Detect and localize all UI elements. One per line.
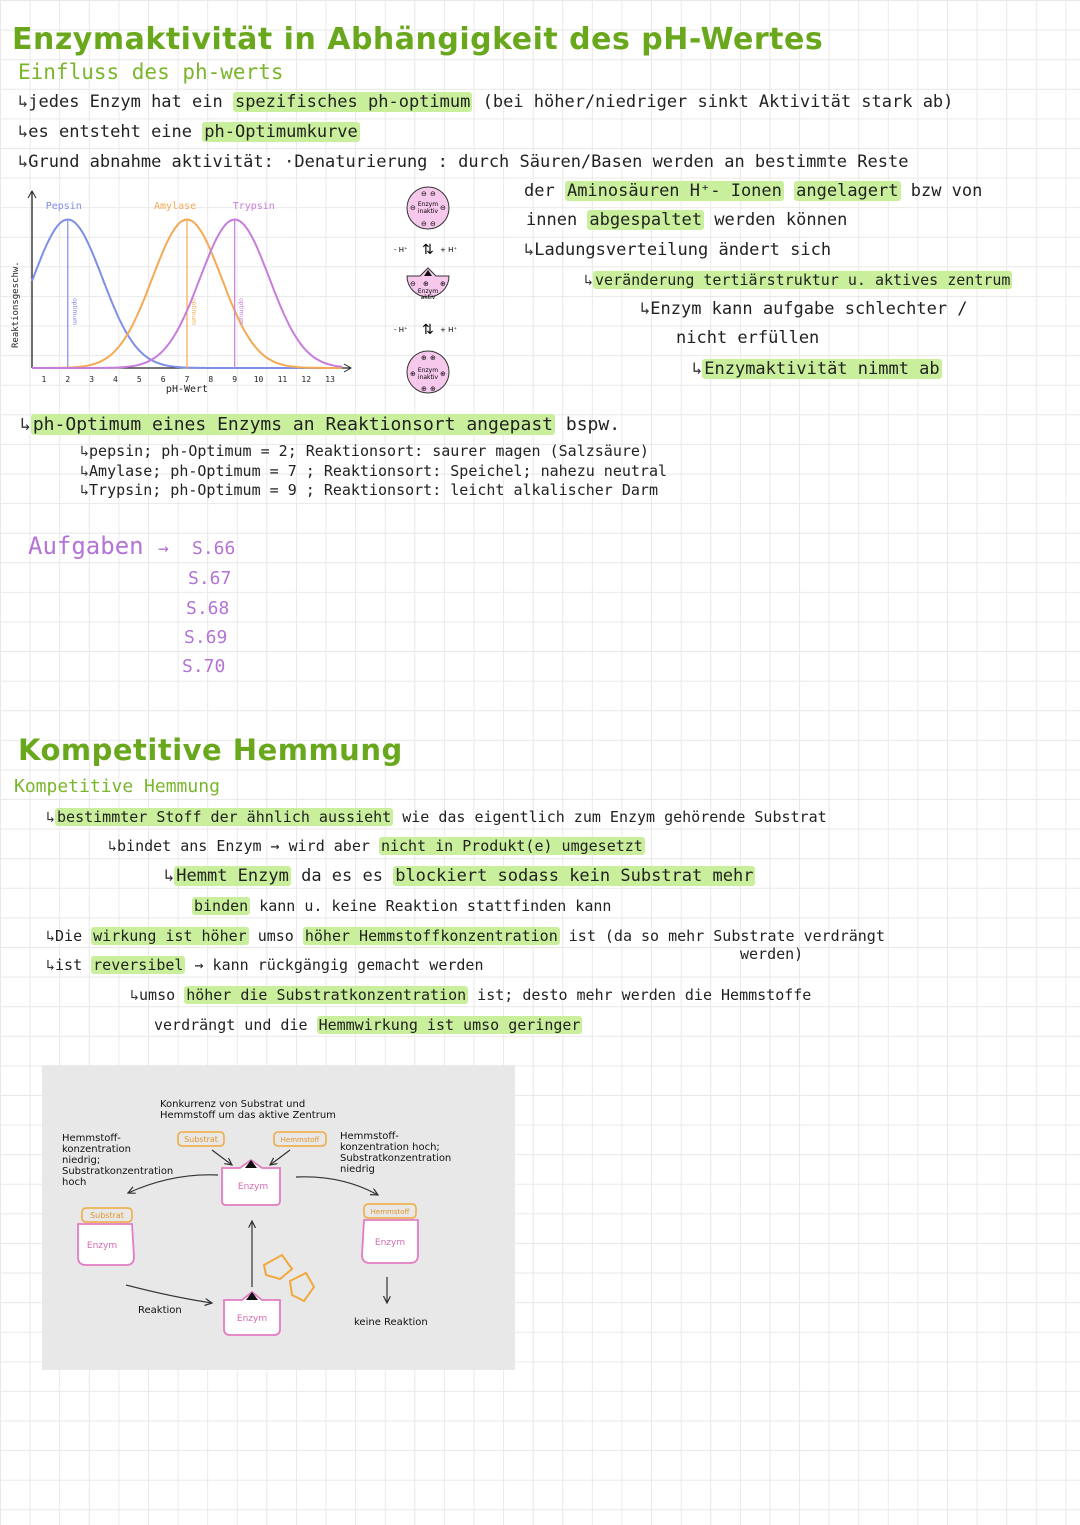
x-tick-label: 2 xyxy=(65,375,71,384)
svg-text:inaktiv: inaktiv xyxy=(417,208,439,215)
svg-text:Enzym: Enzym xyxy=(236,1314,268,1324)
text-line-8: ↳Enzym kann aufgabe schlechter / xyxy=(640,299,968,319)
example-trypsin: ↳Trypsin; ph-Optimum = 9 ; Reaktionsort: leicht alkalischer Darm xyxy=(80,481,658,499)
x-tick-label: 12 xyxy=(301,375,312,384)
s2-line-6: ↳ist reversibel → kann rückgängig gemacht werden xyxy=(46,956,484,974)
inhibition-drawing xyxy=(42,1065,515,1370)
example-amylase: ↳Amylase; ph-Optimum = 7 ; Reaktionsort: Speichel; nahezu neutral xyxy=(80,462,667,480)
optimum-label: optimum xyxy=(190,298,197,325)
x-axis-label: pH-Wert xyxy=(165,384,209,395)
svg-text:Substrat: Substrat xyxy=(90,1211,124,1220)
svg-text:⊖: ⊖ xyxy=(430,220,436,228)
svg-text:+ H⁺: + H⁺ xyxy=(440,246,458,254)
inhibition-diagram xyxy=(42,1065,515,1370)
x-tick-label: 3 xyxy=(89,375,95,384)
text-line-3: ↳Grund abnahme aktivität: ·Denaturierung : durch Säuren/Basen werden an bestimmte Reste xyxy=(18,152,909,172)
enzyme-inactive-bottom xyxy=(407,351,449,393)
svg-text:⊖: ⊖ xyxy=(410,280,416,288)
text-line-6: ↳Ladungsverteilung ändert sich xyxy=(524,240,832,260)
svg-text:⊕: ⊕ xyxy=(430,354,436,362)
example-pepsin: ↳pepsin; ph-Optimum = 2; Reaktionsort: saurer magen (Salzsäure) xyxy=(80,442,649,460)
svg-text:Enzym: Enzym xyxy=(374,1238,406,1248)
svg-text:Enzym: Enzym xyxy=(417,201,439,208)
text-line-4: der Aminosäuren H⁺- Ionen angelagert bzw von xyxy=(524,181,983,201)
optimum-heading: ↳ ph-Optimum eines Enzyms an Reaktionsort angepast bspw. xyxy=(20,414,621,435)
svg-text:⇅: ⇅ xyxy=(422,242,434,258)
x-tick-label: 7 xyxy=(184,375,190,384)
svg-text:⊕: ⊕ xyxy=(421,354,427,362)
svg-text:inaktiv: inaktiv xyxy=(417,374,439,381)
task-item: S.70 xyxy=(182,656,226,677)
s2-line-1: ↳ bestimmter Stoff der ähnlich aussieht wie das eigentlich zum Enzym gehörende Substrat xyxy=(46,808,827,826)
s2-line-5b: werden) xyxy=(740,945,804,963)
task-item: S.67 xyxy=(188,568,232,589)
section1-subtitle: Einfluss des ph-werts xyxy=(18,60,284,84)
highlight: spezifisches ph-optimum xyxy=(234,92,471,112)
task-item: S.66 xyxy=(192,538,236,559)
svg-text:Enzym: Enzym xyxy=(86,1241,118,1251)
series-label-pepsin: Pepsin xyxy=(45,201,82,212)
no-reaction-label: keine Reaktion xyxy=(354,1317,428,1328)
svg-text:⊖: ⊖ xyxy=(410,204,416,212)
optimum-label: optimum xyxy=(237,298,245,325)
svg-text:Hemmstoff: Hemmstoff xyxy=(370,1208,410,1216)
y-axis-label: Reaktionsgeschw. xyxy=(11,261,21,348)
s2-line-7: ↳umso höher die Substratkonzentration ist; desto mehr werden die Hemmstoffe xyxy=(130,986,812,1004)
text-line-9: nicht erfüllen xyxy=(676,328,820,348)
reaction-label: Reaktion xyxy=(138,1305,182,1316)
svg-text:- H⁺: - H⁺ xyxy=(394,326,408,334)
series-label-trypsin: Trypsin xyxy=(232,201,275,212)
svg-text:Hemmstoff: Hemmstoff xyxy=(280,1136,320,1144)
svg-text:⊕: ⊕ xyxy=(430,385,436,393)
x-tick-label: 5 xyxy=(136,375,142,384)
task-item: S.68 xyxy=(186,598,230,619)
svg-text:Substrat: Substrat xyxy=(184,1135,218,1144)
x-tick-label: 4 xyxy=(113,375,118,384)
text-line-7: ↳ veränderung tertiärstruktur u. aktives zentrum xyxy=(584,271,1011,289)
section2-subtitle: Kompetitive Hemmung xyxy=(14,776,220,797)
svg-text:⊕: ⊕ xyxy=(423,280,429,288)
svg-text:⇅: ⇅ xyxy=(422,322,434,338)
svg-text:Enzym: Enzym xyxy=(237,1182,269,1192)
text-line-1: ↳jedes Enzym hat ein spezifisches ph-optimum (bei höher/niedriger sinkt Aktivität stark ab) xyxy=(18,92,954,112)
optimum-label: optimum xyxy=(70,298,78,325)
left-caption: Hemmstoff-konzentration niedrig; Substratkonzentration hoch xyxy=(62,1133,174,1188)
s2-line-3: ↳ Hemmt Enzym da es es blockiert sodass kein Substrat mehr xyxy=(164,866,754,886)
text-line-10: ↳ Enzymaktivität nimmt ab xyxy=(692,359,940,379)
top-caption: Konkurrenz von Substrat und Hemmstoff um das aktive Zentrum xyxy=(160,1099,336,1121)
section2-title: Kompetitive Hemmung xyxy=(18,733,403,767)
enzyme-charge-diagram xyxy=(388,186,468,396)
svg-text:⊖: ⊖ xyxy=(440,204,446,212)
s2-line-5: ↳Die wirkung ist höher umso höher Hemmstoffkonzentration ist (da so mehr Substrate verdrängt xyxy=(46,927,885,945)
x-tick-label: 13 xyxy=(325,375,335,384)
svg-text:+ H⁺: + H⁺ xyxy=(440,326,458,334)
ph-optimum-chart xyxy=(8,188,358,398)
svg-text:⊕: ⊕ xyxy=(440,370,446,378)
svg-text:aktiv: aktiv xyxy=(420,294,436,301)
svg-text:Enzym: Enzym xyxy=(417,288,439,295)
x-tick-label: 10 xyxy=(253,375,264,384)
task-item: S.69 xyxy=(184,627,228,648)
svg-text:⊕: ⊕ xyxy=(410,370,416,378)
text-line-2: ↳es entsteht eine ph-Optimumkurve xyxy=(18,122,358,142)
svg-text:Enzym: Enzym xyxy=(417,367,439,374)
s2-line-8: verdrängt und die Hemmwirkung ist umso geringer xyxy=(154,1016,581,1034)
enzyme-inactive-top xyxy=(407,187,449,229)
x-tick-label: 1 xyxy=(41,375,47,384)
s2-line-4: binden kann u. keine Reaktion stattfinden kann xyxy=(194,897,612,915)
x-tick-label: 8 xyxy=(208,375,214,384)
highlight: ph-Optimumkurve xyxy=(204,122,358,142)
enzyme-active-middle xyxy=(407,268,449,301)
series-label-amylase: Amylase xyxy=(153,201,197,212)
x-tick-label: 6 xyxy=(160,375,166,384)
s2-line-2: ↳bindet ans Enzym → wird aber nicht in Produkt(e) umgesetzt xyxy=(108,837,643,855)
svg-text:⊖: ⊖ xyxy=(430,190,436,198)
right-caption: Hemmstoff-konzentration hoch; Substratkonzentration niedrig xyxy=(340,1131,452,1175)
page-title: Enzymaktivität in Abhängigkeit des pH-Wertes xyxy=(12,22,824,57)
svg-text:⊖: ⊖ xyxy=(421,220,427,228)
x-tick-label: 9 xyxy=(232,375,238,384)
svg-text:⊕: ⊕ xyxy=(440,280,446,288)
text-line-5: innen abgespaltet werden können xyxy=(526,210,848,230)
svg-text:⊖: ⊖ xyxy=(421,190,427,198)
svg-text:⊕: ⊕ xyxy=(421,385,427,393)
tasks-label: Aufgaben → xyxy=(28,532,169,560)
svg-text:- H⁺: - H⁺ xyxy=(394,246,408,254)
x-tick-label: 11 xyxy=(277,375,288,384)
